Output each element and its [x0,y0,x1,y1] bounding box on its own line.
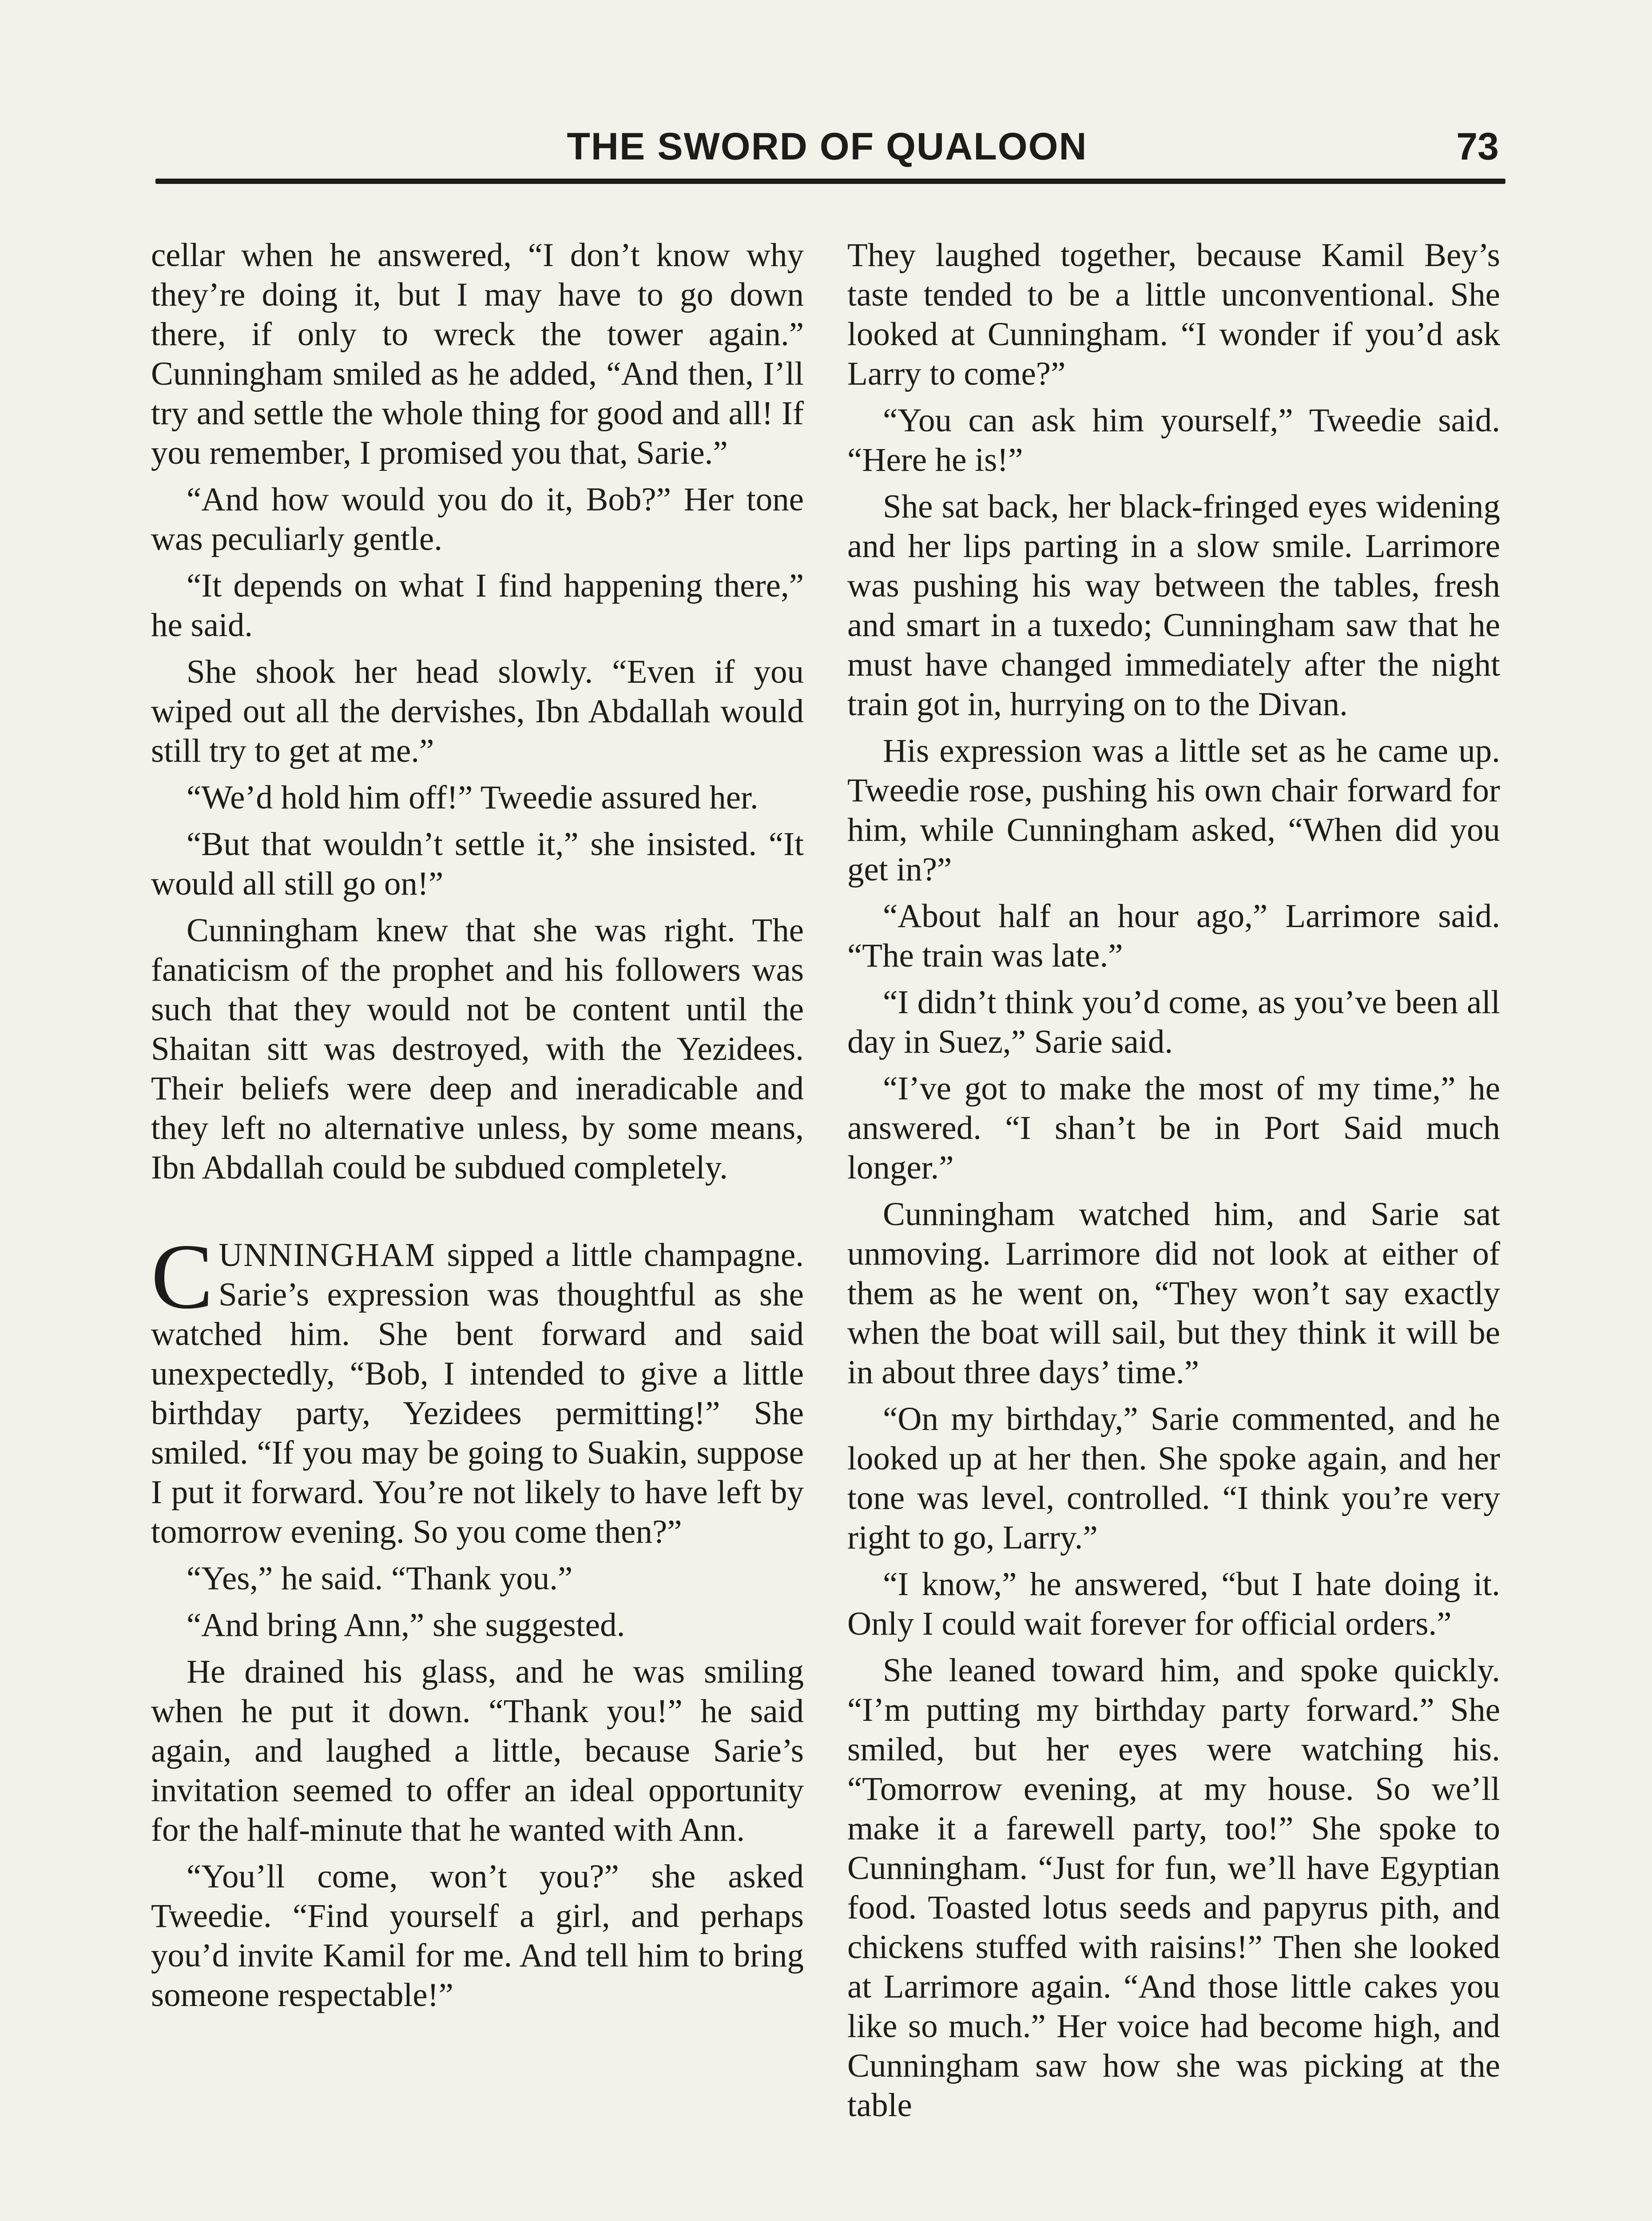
paragraph: She leaned toward him, and spoke quickly. “I’m putting my birthday party forward.” She smiled, but her eyes were watching his. “Tomorrow evening, at my house. So we’ll make it a farewell party, too!” She spoke to Cunningham. “Just for fun, we’ll have Egyptian food. Toasted lotus seeds and papyrus pith, and chickens stuffed with raisins!” Then she looked at Larrimore again. “And those little cakes you like so much.” Her voice had become high, and Cunningham saw how she was picking at the table [847,1652,1500,2124]
paragraph: cellar when he answered, “I don’t know why they’re doing it, but I may have to go down there, if only to wreck the tower again.” Cunningham smiled as he added, “And then, I’ll try and settle the whole thing for good and all! If you remember, I promised you that, Sarie.” [151,237,804,471]
paragraph: “It depends on what I find happening there,” he said. [151,567,804,644]
paragraph: “I’ve got to make the most of my time,” he answered. “I shan’t be in Port Said much longer.” [847,1070,1500,1186]
page-header [151,122,1503,171]
paragraph: “And how would you do it, Bob?” Her tone was peculiarly gentle. [151,481,804,557]
paragraph: “And bring Ann,” she suggested. [187,1607,625,1644]
paragraph: “But that wouldn’t settle it,” she insisted. “It would all still go on!” [151,826,804,902]
drop-cap: C [151,1225,214,1328]
paragraph: “On my birthday,” Sarie commented, and he looked up at her then. She spoke again, and her tone was level, controlled. “I think you’re very right to go, Larry.” [847,1401,1500,1556]
section-opening-paragraph [151,1225,804,1552]
paragraph: They laughed together, because Kamil Bey’s taste tended to be a little unconventional. She looked at Cunningham. “I wonder if you’d ask Larry to come?” [847,237,1500,392]
paragraph: “You’ll come, won’t you?” she asked Tweedie. “Find yourself a girl, and perhaps you’d invite Kamil for me. And tell him to bring someone respectable!” [151,1858,804,2014]
paragraph: “I didn’t think you’d come, as you’ve been all day in Suez,” Sarie said. [847,984,1500,1060]
paragraph: He drained his glass, and he was smiling when he put it down. “Thank you!” he said again, and laughed a little, because Sarie’s invitation seemed to offer an ideal opportunity for the half-minute that he wanted with Ann. [151,1653,804,1848]
paragraph: Cunningham knew that she was right. The fanaticism of the prophet and his followers was such that they would not be content until the Shaitan sitt was destroyed, with the Yezidees. Their beliefs were deep and ineradicable and they left no alternative unless, by some means, Ibn Abdallah could be subdued completely. [151,912,804,1186]
paragraph: “I know,” he answered, “but I hate doing it. Only I could wait forever for official orders.” [847,1566,1500,1642]
paragraph: “You can ask him yourself,” Tweedie said. “Here he is!” [847,402,1500,478]
paragraph: “Yes,” he said. “Thank you.” [187,1560,573,1597]
running-title: THE SWORD OF QUALOON [567,125,1088,168]
lead-in-caps: UNNINGHAM [218,1237,436,1274]
left-column [151,235,804,2022]
header-rule [155,179,1505,184]
page-number: 73 [1456,125,1499,168]
paragraph: She shook her head slowly. “Even if you wiped out all the dervishes, Ibn Abdallah would still try to get at me.” [151,653,804,769]
paragraph: “About half an hour ago,” Larrimore said. “The train was late.” [847,898,1500,974]
paragraph: His expression was a little set as he came up. Tweedie rose, pushing his own chair forward for him, while Cunningham asked, “When did you get in?” [847,732,1500,888]
section-opening-text: sipped a little champagne. Sarie’s expression was thoughtful as she watched him. She bent forward and said unexpectedly, “Bob, I intended to give a little birthday party, Yezidees permitting!” She smiled. “If you may be going to Suakin, suppose I put it forward. You’re not likely to have left by tomorrow evening. So you come then?” [151,1237,804,1550]
right-column [847,235,1500,2132]
paragraph: Cunningham watched him, and Sarie sat unmoving. Larrimore did not look at either of them as he went on, “They won’t say exactly when the boat will sail, but they think it will be in about three days’ time.” [847,1196,1500,1391]
paragraph: She sat back, her black-fringed eyes widening and her lips parting in a slow smile. Larrimore was pushing his way between the tables, fresh and smart in a tuxedo; Cunningham saw that he must have changed immediately after the night train got in, hurrying on to the Divan. [847,488,1500,723]
paragraph: “We’d hold him off!” Tweedie assured her. [187,779,758,816]
